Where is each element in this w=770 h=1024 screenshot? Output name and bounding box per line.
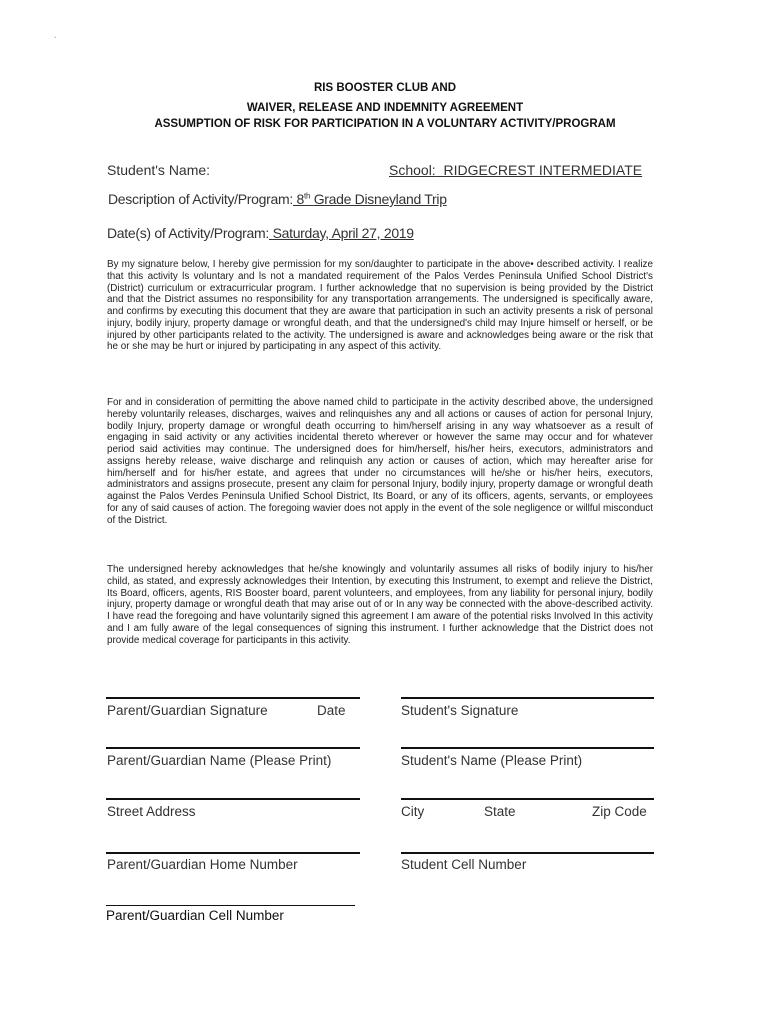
zip-label: Zip Code [592, 804, 647, 819]
student-name-print-label: Student's Name (Please Print) [401, 753, 583, 768]
parent-name-label: Parent/Guardian Name (Please Print) [107, 753, 332, 768]
description-rest: Grade Disneyland Trip [313, 191, 447, 207]
parent-name-line[interactable] [106, 747, 360, 749]
home-number-line[interactable] [106, 852, 360, 854]
date-label: Date [317, 703, 346, 718]
description-grade: 8 [296, 191, 305, 207]
student-signature-label: Student's Signature [401, 703, 519, 718]
parent-cell-label: Parent/Guardian Cell Number [106, 908, 284, 923]
street-address-line[interactable] [106, 798, 360, 800]
description-field [108, 191, 447, 207]
paragraph-permission: By my signature below, I hereby give permission for my son/daughter to participate in the above• described activity. I realize that this activity ls voluntary and ls not a mandated requirement of the Palos Verdes Peninsula Unified School District's (District) curriculum or extracurricular program. I further acknowledge that no supervision is being provided by the District and that the District assumes no responsibility for any transportation arrangements. The undersigned is specifically aware, and confirms by executing this document that they are aware that participation in such an activity presents a risk of personal injury, bodily injury, property damage or wrongful death, and that the undersigned's child may Injure himself or herself, or be injured by other participants related to the activity. The undersigned is aware and acknowledges being aware or the risk that he or she may be hurt or injured by participating in any aspect of this activity. [107, 259, 653, 353]
school-value: RIDGECREST INTERMEDIATE [443, 162, 643, 178]
stray-mark: ` [54, 36, 57, 45]
description-value [293, 191, 447, 207]
school-field [389, 162, 642, 178]
city-state-zip-line[interactable] [401, 798, 654, 800]
description-label: Description of Activity/Program: [108, 191, 293, 207]
student-name-label: Student's Name: [107, 162, 211, 178]
dates-value-text: Saturday, April 27, 2019 [272, 225, 414, 241]
student-cell-label: Student Cell Number [401, 857, 527, 872]
header-line-2: WAIVER, RELEASE AND INDEMNITY AGREEMENT [246, 102, 524, 114]
city-label: City [401, 804, 425, 819]
paragraph-release: For and in consideration of permitting the above named child to participate in the activity described above, the undersigned hereby voluntarily releases, discharges, waives and relinquishes any and all actions or causes of action for personal Injury, bodily Injury, property damage or wrongful death occurring to him/herself arising in any way whatsoever as a result of engaging in said activity or any activities incidental thereto wherever or however the same may occur and for whatever period said activities may continue. The undersigned does for him/herself, his/her heirs, executors, administrators and assigns hereby release, waive discharge and relinquish any action or causes of action, which may hereafter arise for him/herself and for his/her estate, and agrees that under no circumstances will he/she or his/her heirs, executors, administrators and assigns prosecute, present any claim for personal Injury, bodily injury, property damage or wrongful death against the Palos Verdes Peninsula Unified School District, Its Board, or any of its officers, agents, servants, or employees for any of said causes of action. The foregoing wavier does not apply in the event of the sole negligence or willful misconduct of the District. [107, 397, 653, 526]
parent-signature-label: Parent/Guardian Signature [107, 703, 268, 718]
parent-signature-line[interactable] [106, 697, 360, 699]
state-label: State [484, 804, 516, 819]
school-label: School: [389, 162, 436, 178]
description-sup: th [304, 191, 311, 201]
student-name-line[interactable] [401, 747, 654, 749]
street-address-label: Street Address [107, 804, 196, 819]
paragraph-acknowledgement: The undersigned hereby acknowledges that he/she knowingly and voluntarily assumes all risks of bodily injury to his/her child, as stated, and expressly acknowledges their Intention, by executing this Instrument, to exempt and relieve the District, Its Board, officers, agents, RIS Booster board, parent volunteers, and employees, from any liability for personal injury, bodily injury, property damage or wrongful death that may arise out of or In any way be connected with the above-described activity. I have read the foregoing and have voluntarily signed this agreement I am aware of the potential risks Involved In this activity and I am fully aware of the legal consequences of signing this instrument. I further acknowledge that the District does not provide medical coverage for participants in this activity. [107, 564, 653, 646]
parent-cell-line[interactable] [106, 905, 355, 906]
header-line-3: ASSUMPTION OF RISK FOR PARTICIPATION IN A VOLUNTARY ACTIVITY/PROGRAM [154, 118, 616, 130]
student-cell-line[interactable] [401, 852, 654, 854]
home-number-label: Parent/Guardian Home Number [107, 857, 298, 872]
header-line-1: RIS BOOSTER CLUB AND [313, 82, 457, 94]
dates-value [269, 225, 414, 241]
dates-field [107, 225, 414, 241]
dates-label: Date(s) of Activity/Program: [107, 225, 269, 241]
student-signature-line[interactable] [401, 697, 654, 699]
